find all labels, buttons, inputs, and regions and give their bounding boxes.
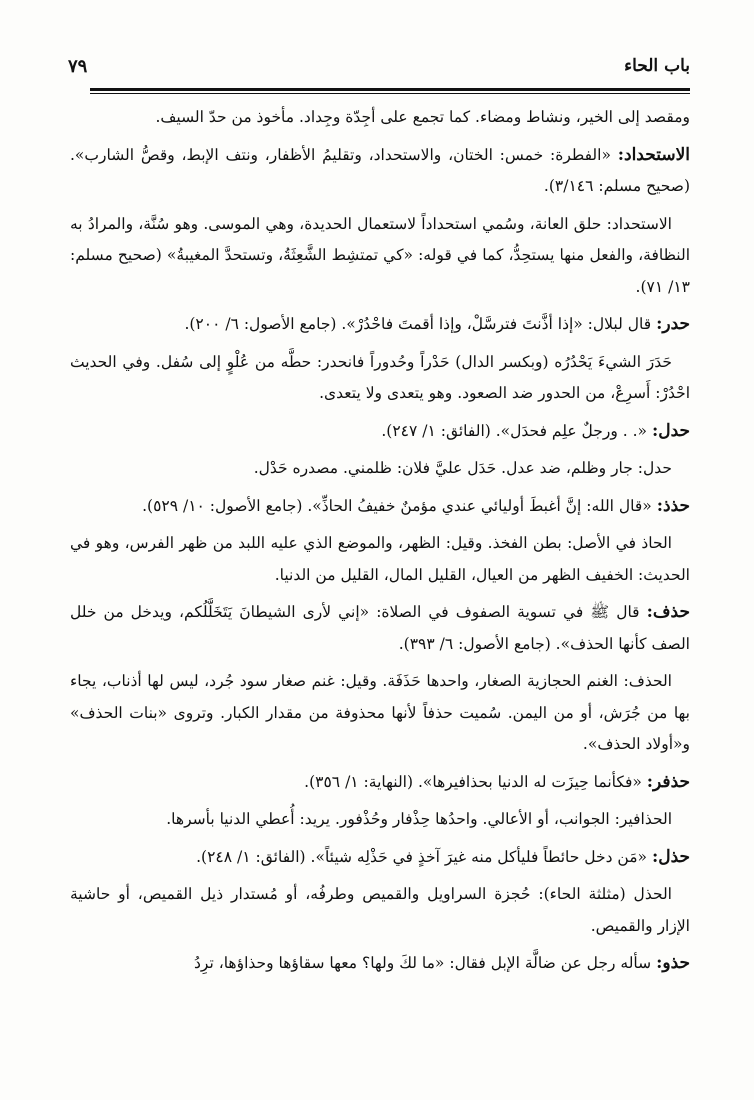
headword: حذف:: [646, 602, 690, 622]
paragraph-text: حَدَرَ الشيءَ يَحْدُرُه (وبكسر الدال) حَدْراً وحُدوراً فانحدر: حطَّه من عُلْوٍ إلى سُفل. وفي الحديث احْدُرْ: أَسرِعْ، من الحدور ضد الصعود. وهو يتعدى ولا يتعدى.: [70, 352, 690, 402]
headword: الاستحداد:: [617, 144, 690, 165]
entry-paragraph: [70, 416, 690, 448]
paragraph: [70, 209, 690, 304]
paragraph: [70, 666, 690, 761]
running-title: باب الحاء: [624, 56, 690, 76]
paragraph-text: قال ﷺ في تسوية الصفوف في الصلاة: «إني لأرى الشيطانَ يَتَخَلَّلُكم، ويدخل من خلل الصف كأنها الحذف». (جامع الأصول: ٦/ ٣٩٣).: [70, 603, 690, 653]
paragraph-text: الحاذ في الأصل: بطن الفخذ. وقيل: الظهر، والموضع الذي عليه اللبد من ظهر الفرس، وهو في الحديث: الخفيف الظهر من العيال، القليل المال، القليل من الدنيا.: [70, 534, 690, 584]
paragraph: [70, 528, 690, 591]
paragraph-text: «مَن دخل حائطاً فليأكل منه غيرَ آخذٍ في حَذْلِه شيئاً». (الفائق: ١/ ٢٤٨).: [196, 847, 652, 866]
paragraph-text: «. . ورجلٌ علِم فحدَل». (الفائق: ١/ ٢٤٧).: [381, 421, 652, 440]
paragraph-text: الحذافير: الجوانب، أو الأعالي. واحدُها حِذْفار وحُذْفور. يريد: أُعطي الدنيا بأسرها.: [166, 810, 672, 828]
entry-paragraph: [70, 767, 690, 799]
entry-paragraph: [70, 948, 690, 980]
entry-paragraph: [70, 140, 690, 203]
paragraph-text: «قال الله: إنَّ أغبطَ أوليائي عندي مؤمنٌ خفيفُ الحاذِّ». (جامع الأصول: ١٠/ ٥٢٩).: [142, 496, 657, 515]
paragraph-text: سأله رجل عن ضالَّة الإبل فقال: «ما لكَ ولها؟ معها سقاؤها وحذاؤها، ترِدُ: [194, 954, 657, 972]
paragraph-text: «الفطرة: خمس: الختان، والاستحداد، وتقليمُ الأظفار، ونتف الإبط، وقصُّ الشارب». (صحيح مسلم: ٣/١٤٦).: [70, 145, 690, 195]
header-rule-thin: [90, 93, 690, 94]
entry-paragraph: [70, 309, 690, 341]
page-header: [68, 56, 690, 84]
paragraph-text: حدل: جار وظلم، ضد عدل. حَدَل عليَّ فلان: ظلمني. مصدره حَدْل.: [253, 459, 672, 477]
headword: حدر:: [656, 314, 690, 334]
headword: حدل:: [651, 420, 690, 441]
paragraph: [70, 347, 690, 410]
paragraph-text: الحذل (مثلثة الحاء): حُجزة السراويل والقميص وطرفُه، أو مُستدار ذيل القميص، أو حاشية الإزار والقميص.: [70, 885, 690, 935]
paragraph: [70, 879, 690, 942]
page-body: [70, 102, 690, 986]
paragraph-text: الاستحداد: حلق العانة، وسُمي استحداداً لاستعمال الحديدة، وهي الموسى. وهو سُنَّة، والمرادُ به النظافة، والفعل منها يستحِدُّ، كما في قوله: «كي تمتشِط الشَّعِثَةُ، وتستحدَّ المغيبةُ» (صحيح مسلم: ١٣/ ٧١).: [70, 214, 690, 296]
paragraph: [70, 453, 690, 485]
entry-paragraph: [70, 491, 690, 523]
header-rule: [90, 88, 690, 91]
paragraph: [70, 804, 690, 836]
headword: حذفر:: [646, 771, 690, 792]
entry-paragraph: [70, 597, 690, 660]
page-number: ٧٩: [68, 56, 88, 77]
paragraph: [70, 102, 690, 134]
headword: حذو:: [656, 953, 690, 973]
paragraph-text: «فكأنما حِيزَت له الدنيا بحذافيرها». (النهاية: ١/ ٣٥٦).: [304, 772, 647, 791]
entry-paragraph: [70, 842, 690, 874]
headword: حذذ:: [656, 495, 690, 516]
paragraph-text: الحذف: الغنم الحجازية الصغار، واحدها حَذَفَة. وقيل: غنم صغار سود جُرد، ليس لها أذناب، يجاء بها من جُرَش، أو من اليمن. سُميت حذفاً لأنها محذوفة من مقدار الكبار. وتروى «بنات الحذف» و«أولاد الحذف».: [70, 672, 690, 753]
paragraph-text: قال لبلال: «إذا أذَّنتَ فترسَّلْ، وإذا أقمتَ فاحْدُرْ». (جامع الأصول: ٦/ ٢٠٠).: [184, 315, 657, 333]
headword: حذل:: [651, 846, 690, 867]
paragraph-text: ومقصد إلى الخير، ونشاط ومضاء. كما تجمع على أجِدّة وجِداد. مأخوذ من حدّ السيف.: [155, 108, 690, 126]
